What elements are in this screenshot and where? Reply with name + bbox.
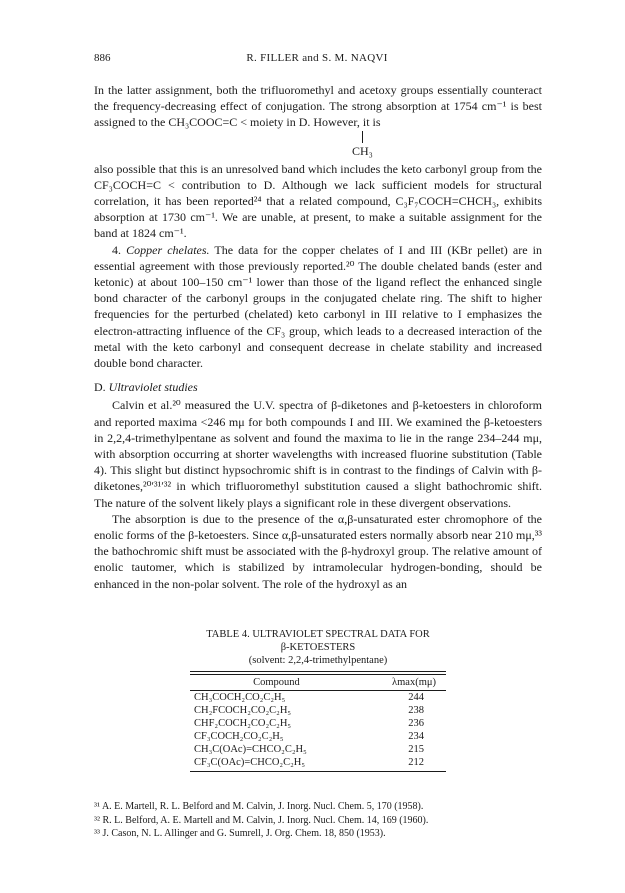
- page-number: 886: [94, 52, 111, 64]
- lambda-max-cell: 238: [408, 705, 424, 716]
- paragraph-5: The absorption is due to the presence of the α,β-unsaturated ester chromophore of the enolic forms of the β-ketoesters. Since α,β-unsaturated esters normally absorb near 210 mμ,³³ the bathochromic shift must be associated with the β-hydroxyl group. The relative amount of enolic tautomer, which is stabilized by intramolecular hydrogen-bonding, should be enhanced in the non-polar solvent. The role of the hydroxyl as an: [94, 511, 542, 591]
- paragraph-3-text: The data for the copper chelates of I and III (KBr pellet) are in essential agreement with those previously reported.²⁰ The double chelated bands (ester and ketonic) at about 100–150 cm⁻¹ lower than those of the ligand reflect the enhanced single bond character of the carbonyl groups in the conjugated chelate ring. The shift to higher frequencies for the perturbed (chelated) keto carbonyl in III relative to I emphasizes the electron-attracting influence of the CF₃ group, which leads to a decreased interaction of the metal with the keto carbonyl and consequent decrease in chelate stability and increased double bond character.: [94, 242, 542, 371]
- methyl-substituent: [94, 131, 542, 161]
- copper-chelates-heading: Copper chelates.: [126, 242, 210, 257]
- lambda-max-cell: 244: [408, 692, 424, 703]
- table-row: [190, 743, 446, 756]
- ch3-label: CH₃: [352, 143, 373, 158]
- table-row: [190, 756, 446, 772]
- item-number: 4.: [112, 242, 127, 257]
- table-row: [190, 730, 446, 743]
- uv-data-table: [190, 671, 446, 772]
- compound-cell: CH₂FCOCH₂CO₂C₂H₅: [194, 705, 292, 716]
- table-row: [190, 691, 446, 705]
- lambda-max-cell: 215: [408, 744, 424, 755]
- compound-cell: CH₃COCH₂CO₂C₂H₅: [194, 692, 286, 703]
- column-header-compound: Compound: [190, 675, 363, 691]
- paragraph-3: [94, 242, 542, 372]
- compound-cell: CF₃COCH₂CO₂C₂H₅: [194, 731, 284, 742]
- table-caption-line-2: β-KETOESTERS: [280, 642, 356, 653]
- column-header-lambda-max: λmax(mμ): [363, 675, 446, 691]
- lambda-max-cell: 236: [408, 718, 424, 729]
- running-head: R. FILLER and S. M. NAQVI: [246, 52, 388, 64]
- paragraph-2: also possible that this is an unresolved band which includes the keto carbonyl group from the CF₃COCH=C < contribution to D. Although we lack sufficient models for structural correlation, it has been reported²⁴ that a related compound, C₃F₇COCH=CHCH₃, exhibits absorption at 1730 cm⁻¹. We are unable, at present, to make a suitable assignment for the band at 1824 cm⁻¹.: [94, 161, 542, 241]
- table-row: [190, 704, 446, 717]
- table-row: [190, 717, 446, 730]
- lambda-max-cell: 212: [363, 756, 446, 772]
- footnotes: [94, 800, 542, 841]
- section-heading: [94, 379, 542, 395]
- page-header: [94, 52, 540, 68]
- footnote-31: ³¹ A. E. Martell, R. L. Belford and M. Calvin, J. Inorg. Nucl. Chem. 5, 170 (1958).: [94, 801, 424, 812]
- table-caption: TABLE 4. ULTRAVIOLET SPECTRAL DATA FOR: [206, 629, 430, 640]
- table-4: [94, 628, 542, 772]
- lambda-max-cell: 234: [408, 731, 424, 742]
- section-title: Ultraviolet studies: [108, 380, 198, 395]
- table-solvent-note: (solvent: 2,2,4-trimethylpentane): [248, 655, 388, 666]
- table-body: [190, 691, 446, 772]
- section-letter: D.: [94, 380, 109, 395]
- compound-cell: CHF₂COCH₂CO₂C₂H₅: [194, 718, 292, 729]
- compound-cell: CF₃C(OAc)=CHCO₂C₂H₅: [190, 756, 363, 772]
- bond-line: [362, 131, 363, 143]
- body-text: [94, 82, 542, 592]
- paragraph-4: Calvin et al.²⁰ measured the U.V. spectra of β-diketones and β-ketoesters in chloroform and reported maxima <246 mμ for both compounds I and III. We examined the β-ketoesters in 2,2,4-trimethylpentane as solvent and found the maxima to lie in the range 234–244 mμ, with absorption occurring at shorter wavelengths with increased fluorine substitution (Table 4). This slight but distinct hypsochromic shift is in contrast to the findings of Calvin with β-diketones,²⁰ʹ³¹ʹ³² in which trifluoromethyl substitution caused a slight bathochromic shift. The nature of the solvent likely plays a significant role in these divergent observations.: [94, 398, 542, 510]
- compound-cell: CH₃C(OAc)=CHCO₂C₂H₅: [194, 744, 307, 755]
- footnote-32: ³² R. L. Belford, A. E. Martell and M. Calvin, J. Inorg. Nucl. Chem. 14, 169 (1960).: [94, 814, 429, 826]
- paragraph-1: In the latter assignment, both the trifluoromethyl and acetoxy groups essentially counteract the frequency-decreasing effect of conjugation. The strong absorption at 1754 cm⁻¹ is best assigned to the CH₃COOC=C < moiety in D. However, it is: [94, 83, 542, 130]
- footnote-33: ³³ J. Cason, N. L. Allinger and G. Sumrell, J. Org. Chem. 18, 850 (1953).: [94, 828, 386, 839]
